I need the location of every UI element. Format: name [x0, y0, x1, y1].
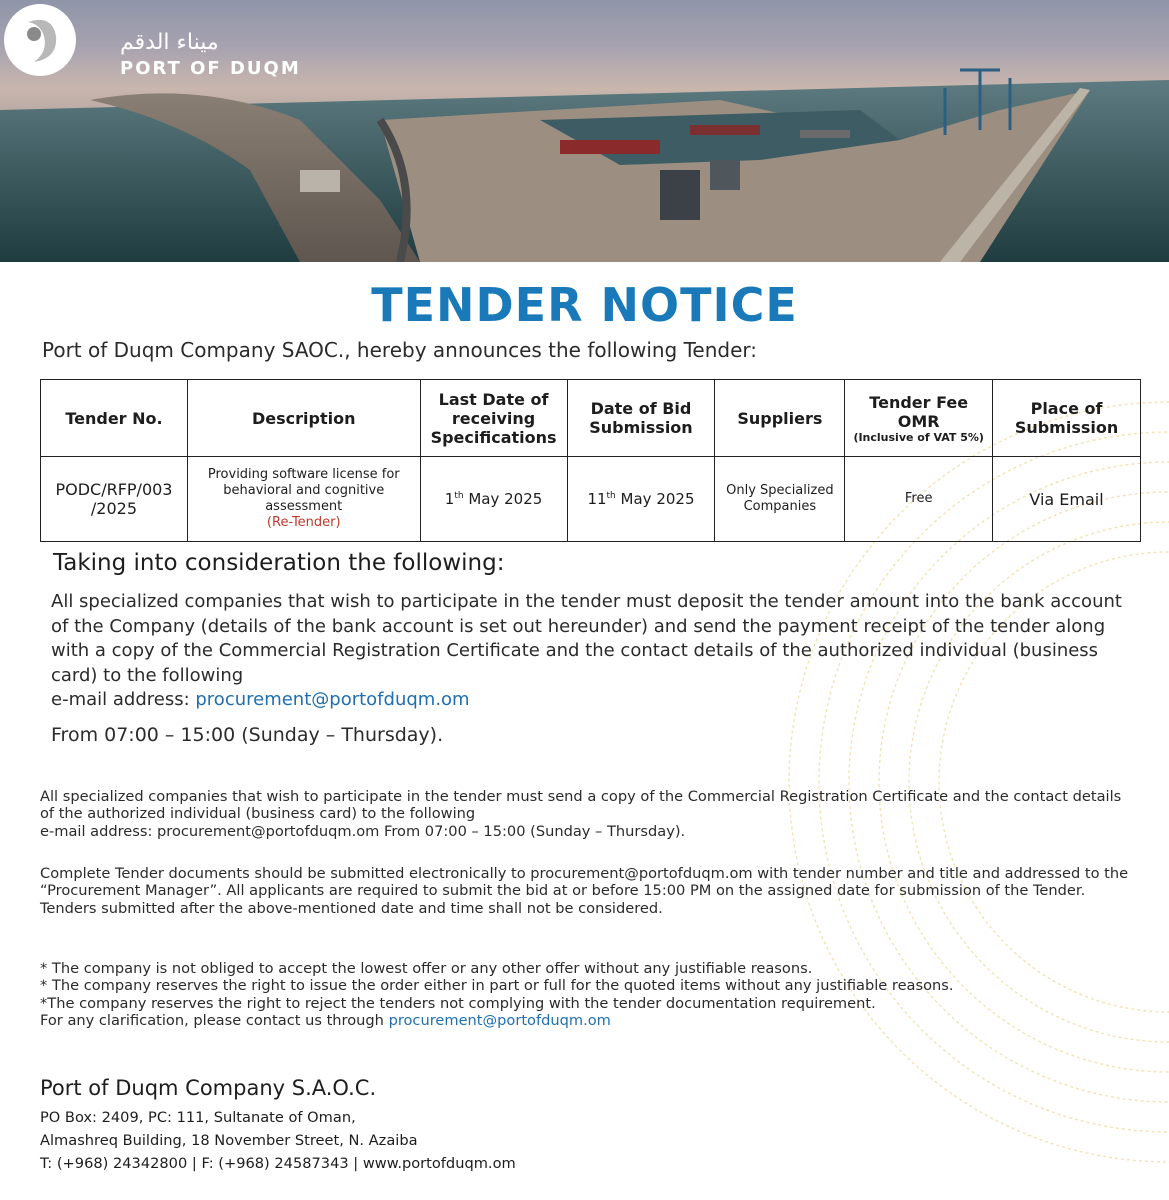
- note-3: *The company reserves the right to reject the tenders not complying with the tender documentation requirement.: [40, 994, 876, 1012]
- paragraph-registration-text: All specialized companies that wish to participate in the tender must send a copy of the Commercial Registration Certificate and the contact details of the authorized individual (business card) to the following: [40, 788, 1122, 823]
- tender-notice-title: TENDER NOTICE: [371, 278, 798, 332]
- tender-table: [40, 379, 1141, 542]
- header-tender-no: Tender No.: [41, 380, 188, 457]
- table-header-row: [41, 380, 1141, 457]
- header-place: Place of Submission: [993, 380, 1141, 457]
- notes-list: [40, 960, 1130, 1030]
- consider-body: [51, 590, 1131, 713]
- paragraph-submission-text: Complete Tender documents should be submitted electronically to procurement@portofduqm.om with tender number and title and addressed to the “Procurement Manager”. All applicants are required to submit the bid at or before 15:00 PM on the assigned date for submission of the Tender. Tenders submitted after the above-mentioned date and time shall not be considered.: [40, 865, 1129, 917]
- footer-company-name: Port of Duqm Company S.A.O.C.: [40, 1076, 377, 1100]
- note-4: [40, 1012, 1130, 1029]
- header-fee-note: (Inclusive of VAT 5%): [853, 430, 984, 444]
- header-description: Description: [187, 380, 420, 457]
- cell-place: Via Email: [993, 457, 1141, 542]
- last-date-suffix: th: [454, 491, 464, 501]
- description-text: Providing software license for behavioral and cognitive assessment: [207, 467, 400, 514]
- last-date-day: 1: [444, 490, 455, 508]
- cell-fee: Free: [845, 457, 993, 542]
- re-tender-note: (Re-Tender): [266, 515, 341, 530]
- note-1: * The company is not obliged to accept the lowest offer or any other offer without any justifiable reasons.: [40, 960, 813, 977]
- brand-english-name: PORT OF DUQM: [120, 58, 301, 79]
- port-logo-icon: [0, 0, 80, 80]
- consider-body-text: All specialized companies that wish to participate in the tender must deposit the tender amount into the bank account of the Company (details of the bank account is set out hereunder) and send the payment receipt of the tender along with a copy of the Commercial Registration Certificate and the contact details of the authorized individual (business card) to the following: [51, 591, 1122, 686]
- footer-contact: T: (+968) 24342800 | F: (+968) 24587343 | www.portofduqm.om: [40, 1155, 516, 1172]
- working-hours: From 07:00 – 15:00 (Sunday – Thursday).: [51, 724, 444, 746]
- header-fee: [845, 380, 993, 457]
- clarification-text: For any clarification, please contact us through: [40, 1012, 389, 1030]
- header-bid-date: Date of Bid Submission: [567, 380, 715, 457]
- table-row: [41, 457, 1141, 542]
- intro-text: Port of Duqm Company SAOC., hereby announces the following Tender:: [42, 338, 758, 362]
- note-2: * The company reserves the right to issue the order either in part or full for the quoted items without any justifiable reasons.: [40, 977, 954, 995]
- header-fee-label: Tender Fee OMR: [869, 392, 969, 431]
- cell-suppliers: Only Specialized Companies: [715, 457, 845, 542]
- bid-date-rest: May 2025: [615, 490, 695, 508]
- clarification-email-link[interactable]: procurement@portofduqm.om: [388, 1012, 611, 1030]
- bid-date-suffix: th: [606, 491, 616, 501]
- last-date-rest: May 2025: [463, 490, 543, 508]
- footer-address-1: PO Box: 2409, PC: 111, Sultanate of Oman,: [40, 1109, 356, 1126]
- bid-date-day: 11: [587, 490, 607, 508]
- cell-last-date: [420, 457, 567, 542]
- paragraph-registration: [40, 788, 1130, 840]
- paragraph-submission: [40, 865, 1130, 917]
- cell-description: [187, 457, 420, 542]
- brand-arabic-name: ميناء الدقم: [120, 30, 219, 55]
- hero-port-photo: [0, 0, 1169, 262]
- header-last-date: Last Date of receiving Specifications: [420, 380, 567, 457]
- footer-address-2: Almashreq Building, 18 November Street, N. Azaiba: [40, 1132, 418, 1149]
- header-suppliers: Suppliers: [715, 380, 845, 457]
- consider-email-link[interactable]: procurement@portofduqm.om: [195, 689, 470, 710]
- cell-tender-no: PODC/RFP/003 /2025: [41, 457, 188, 542]
- paragraph-registration-email: e-mail address: procurement@portofduqm.om From 07:00 – 15:00 (Sunday – Thursday).: [40, 822, 686, 840]
- cell-bid-date: [567, 457, 715, 542]
- consider-email-label: e-mail address:: [51, 689, 196, 710]
- consider-heading: Taking into consideration the following:: [53, 550, 505, 576]
